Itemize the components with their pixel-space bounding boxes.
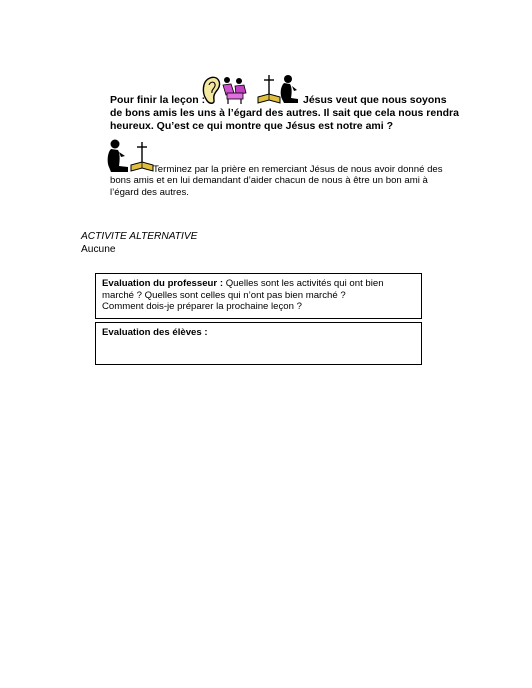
teacher-evaluation-box [95,273,422,319]
prayer-line3: l’égard des autres. [110,187,189,198]
lesson-line2: de bons amis les uns à l’égard des autres. Il sait que cela nous rendra [110,107,459,119]
teacher-eval-line1-rest: Quelles sont les activités qui ont bien [225,278,384,289]
bible-cross-icon [258,75,280,103]
alternative-title: ACTIVITE ALTERNATIVE [81,231,198,242]
ear-icon [203,77,219,103]
bible-cross-icon [131,142,153,171]
alternative-body: Aucune [81,244,116,255]
praying-person-icon [108,140,128,173]
praying-person-icon [281,75,298,103]
student-evaluation-box [95,322,422,365]
people-icon [223,77,246,104]
prayer-icons [104,138,156,174]
student-eval-label: Evaluation des élèves : [102,327,208,338]
teacher-eval-line2: marché ? Quelles sont celles qui n’ont pas bien marché ? [102,290,346,301]
prayer-line1: Terminez par la prière en remerciant Jésus de nous avoir donné des [153,164,443,175]
teacher-eval-label: Evaluation du professeur : [102,278,224,289]
lesson-intro-label: Pour finir la leçon : [110,94,206,106]
prayer-line2: bons amis et en lui demandant d’aider chacun de nous à être un bon ami à [110,175,428,186]
lesson-icons [200,73,300,107]
lesson-line1-end: Jésus veut que nous soyons [303,94,447,106]
teacher-eval-line1 [102,278,416,289]
teacher-eval-line3: Comment dois-je préparer la prochaine leçon ? [102,301,302,312]
lesson-line3: heureux. Qu’est ce qui montre que Jésus est notre ami ? [110,120,393,132]
